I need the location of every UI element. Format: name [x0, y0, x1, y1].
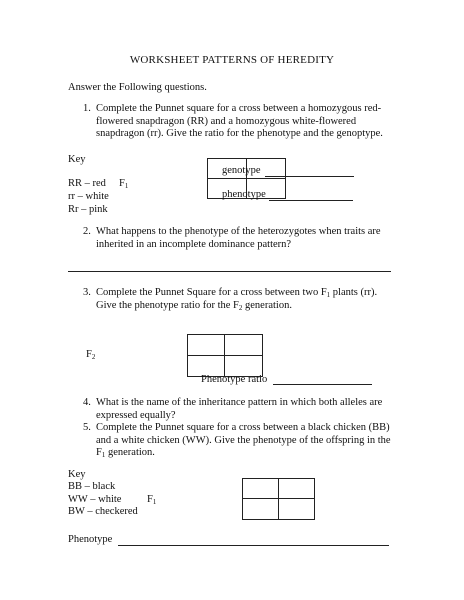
q3-punnett-square[interactable] [187, 334, 263, 377]
q5-key-item: BW – checkered [68, 506, 138, 517]
q1-phenotype-answer-line[interactable] [269, 200, 353, 201]
q1-number: 1. [83, 103, 91, 114]
q4-number: 4. [83, 397, 91, 408]
q5-phenotype-label: Phenotype [68, 534, 113, 545]
q1-key-item: rr – white [68, 191, 109, 202]
q1-phenotype-label: phenotype [222, 189, 266, 200]
q1-key-item: RR – red [68, 178, 106, 189]
q3-ratio-answer-line[interactable] [273, 384, 372, 385]
q3-ratio-label: Phenotype ratio [201, 374, 268, 385]
q5-number: 5. [83, 422, 91, 433]
punnett-cell[interactable] [225, 335, 262, 356]
punnett-cell[interactable] [243, 499, 279, 519]
q2-number: 2. [83, 226, 91, 237]
punnett-cell[interactable] [188, 335, 225, 356]
punnett-cell[interactable] [225, 356, 262, 377]
q5-key-item: BB – black [68, 481, 116, 492]
q3-text: Complete the Punnet Square for a cross between two $F_1$ plants (rr). Give the phenotype ratio for the $F_2$ generation. [96, 287, 378, 312]
q2-answer-line[interactable] [68, 271, 391, 272]
q5-key-label: Key [68, 469, 86, 480]
punnett-cell[interactable] [243, 479, 279, 499]
q5-punnett-square[interactable] [242, 478, 315, 520]
punnett-cell[interactable] [188, 356, 225, 377]
q5-f-label: $F_1$ [147, 494, 157, 506]
q4-text: What is the name of the inheritance pattern in which both alleles are expressed equally? [96, 397, 383, 421]
q1-text: Complete the Punnet square for a cross between a homozygous red-flowered snapdragon (RR) and a homozygous white-flowered snapdragon (rr). Give the ratio for the phenotype and the genoptype. [96, 103, 383, 139]
instructions: Answer the Following questions. [68, 82, 207, 93]
q5-text: Complete the Punnet square for a cross between a black chicken (BB) and a white chicken (WW). Give the phenotype of the offspring in the $F_1$ generation. [96, 422, 391, 459]
worksheet-title: WORKSHEET PATTERNS OF HEREDITY [129, 54, 335, 66]
q1-genotype-label: genotype [222, 165, 261, 176]
q2-text: What happens to the phenotype of the heterozygotes when traits are inherited in an incomplete dominance pattern? [96, 226, 381, 250]
q5-key-item: WW – white [68, 494, 122, 505]
q1-f-label: $F_1$ [119, 178, 129, 190]
q5-phenotype-answer-line[interactable] [118, 545, 389, 546]
punnett-cell[interactable] [279, 479, 315, 499]
punnett-cell[interactable] [279, 499, 315, 519]
q1-key-item: Rr – pink [68, 204, 108, 215]
q1-key-label: Key [68, 154, 86, 165]
q1-genotype-answer-line[interactable] [265, 176, 354, 177]
q3-number: 3. [83, 287, 91, 298]
q3-f-label: $F_2$ [86, 349, 96, 361]
